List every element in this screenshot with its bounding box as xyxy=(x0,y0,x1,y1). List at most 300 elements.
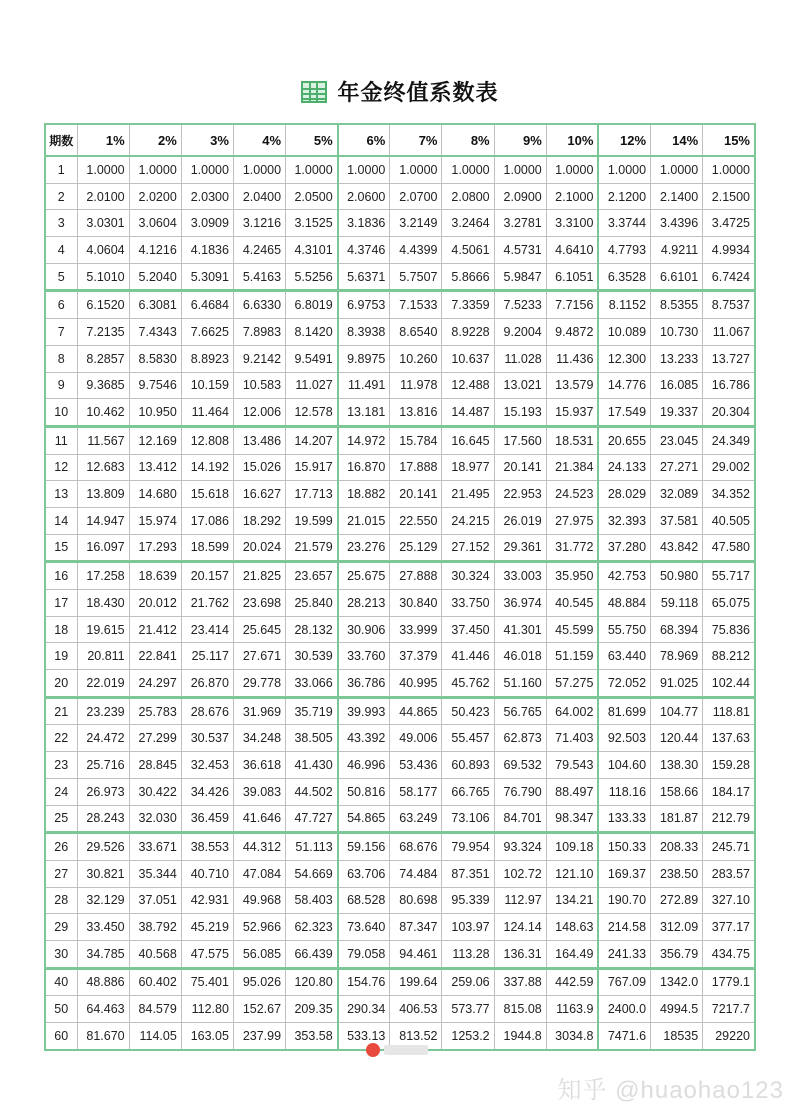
factor-cell: 31.969 xyxy=(233,697,285,725)
factor-cell: 91.025 xyxy=(651,670,703,698)
period-cell: 30 xyxy=(45,940,77,968)
factor-cell: 33.450 xyxy=(77,914,129,941)
factor-cell: 6.6330 xyxy=(233,291,285,319)
factor-cell: 18535 xyxy=(651,1023,703,1050)
factor-cell: 22.019 xyxy=(77,670,129,698)
factor-cell: 2.0500 xyxy=(286,183,338,210)
factor-cell: 9.5491 xyxy=(286,345,338,372)
factor-cell: 20.304 xyxy=(703,399,755,427)
factor-cell: 58.403 xyxy=(286,887,338,914)
factor-cell: 190.70 xyxy=(598,887,650,914)
factor-cell: 2.0100 xyxy=(77,183,129,210)
factor-cell: 337.88 xyxy=(494,968,546,996)
factor-cell: 18.531 xyxy=(546,426,598,454)
factor-cell: 245.71 xyxy=(703,833,755,861)
factor-cell: 75.401 xyxy=(181,968,233,996)
factor-cell: 2400.0 xyxy=(598,996,650,1023)
factor-cell: 17.086 xyxy=(181,507,233,534)
factor-cell: 13.816 xyxy=(390,399,442,427)
factor-cell: 6.8019 xyxy=(286,291,338,319)
factor-cell: 58.177 xyxy=(390,778,442,805)
factor-cell: 11.436 xyxy=(546,345,598,372)
factor-cell: 134.21 xyxy=(546,887,598,914)
factor-cell: 11.027 xyxy=(286,372,338,399)
factor-cell: 272.89 xyxy=(651,887,703,914)
factor-cell: 18.292 xyxy=(233,507,285,534)
column-header-period: 期数 xyxy=(45,124,77,156)
factor-cell: 45.599 xyxy=(546,616,598,643)
factor-cell: 6.3081 xyxy=(129,291,181,319)
factor-cell: 7471.6 xyxy=(598,1023,650,1050)
factor-cell: 56.765 xyxy=(494,697,546,725)
factor-cell: 22.953 xyxy=(494,481,546,508)
factor-cell: 20.655 xyxy=(598,426,650,454)
factor-cell: 41.301 xyxy=(494,616,546,643)
factor-cell: 59.118 xyxy=(651,590,703,617)
period-cell: 9 xyxy=(45,372,77,399)
factor-cell: 148.63 xyxy=(546,914,598,941)
factor-cell: 45.219 xyxy=(181,914,233,941)
factor-cell: 7.4343 xyxy=(129,319,181,346)
factor-cell: 95.339 xyxy=(442,887,494,914)
period-cell: 8 xyxy=(45,345,77,372)
factor-cell: 88.497 xyxy=(546,778,598,805)
factor-cell: 114.05 xyxy=(129,1023,181,1050)
factor-cell: 33.760 xyxy=(338,643,390,670)
factor-cell: 1.0000 xyxy=(651,156,703,183)
factor-cell: 81.699 xyxy=(598,697,650,725)
column-header-rate: 12% xyxy=(598,124,650,156)
factor-cell: 19.599 xyxy=(286,507,338,534)
factor-cell: 16.085 xyxy=(651,372,703,399)
factor-cell: 290.34 xyxy=(338,996,390,1023)
factor-cell: 48.884 xyxy=(598,590,650,617)
factor-cell: 118.16 xyxy=(598,778,650,805)
factor-cell: 28.845 xyxy=(129,752,181,779)
table-row xyxy=(45,263,755,291)
factor-cell: 8.1152 xyxy=(598,291,650,319)
factor-cell: 3.0604 xyxy=(129,210,181,237)
factor-cell: 34.248 xyxy=(233,725,285,752)
factor-cell: 1253.2 xyxy=(442,1023,494,1050)
factor-cell: 13.181 xyxy=(338,399,390,427)
factor-cell: 57.275 xyxy=(546,670,598,698)
factor-cell: 16.627 xyxy=(233,481,285,508)
period-cell: 14 xyxy=(45,507,77,534)
factor-cell: 32.393 xyxy=(598,507,650,534)
factor-cell: 30.539 xyxy=(286,643,338,670)
factor-cell: 181.87 xyxy=(651,805,703,833)
factor-cell: 17.888 xyxy=(390,454,442,481)
factor-cell: 62.323 xyxy=(286,914,338,941)
factor-cell: 17.549 xyxy=(598,399,650,427)
factor-cell: 124.14 xyxy=(494,914,546,941)
factor-cell: 7217.7 xyxy=(703,996,755,1023)
table-row xyxy=(45,291,755,319)
factor-cell: 47.575 xyxy=(181,940,233,968)
table-row xyxy=(45,643,755,670)
factor-cell: 2.0600 xyxy=(338,183,390,210)
table-row xyxy=(45,887,755,914)
factor-cell: 17.560 xyxy=(494,426,546,454)
factor-cell: 21.579 xyxy=(286,534,338,562)
factor-cell: 49.006 xyxy=(390,725,442,752)
factor-cell: 88.212 xyxy=(703,643,755,670)
factor-cell: 14.192 xyxy=(181,454,233,481)
factor-cell: 54.865 xyxy=(338,805,390,833)
table-row xyxy=(45,507,755,534)
table-row xyxy=(45,914,755,941)
period-cell: 11 xyxy=(45,426,77,454)
factor-cell: 20.024 xyxy=(233,534,285,562)
factor-cell: 1.0000 xyxy=(129,156,181,183)
factor-cell: 30.324 xyxy=(442,562,494,590)
factor-cell: 59.156 xyxy=(338,833,390,861)
factor-cell: 8.5355 xyxy=(651,291,703,319)
factor-cell: 27.671 xyxy=(233,643,285,670)
table-row xyxy=(45,237,755,264)
factor-cell: 47.580 xyxy=(703,534,755,562)
period-cell: 60 xyxy=(45,1023,77,1050)
factor-cell: 1944.8 xyxy=(494,1023,546,1050)
factor-cell: 2.1200 xyxy=(598,183,650,210)
factor-cell: 16.097 xyxy=(77,534,129,562)
factor-cell: 6.9753 xyxy=(338,291,390,319)
factor-cell: 11.067 xyxy=(703,319,755,346)
factor-cell: 10.637 xyxy=(442,345,494,372)
factor-cell: 66.765 xyxy=(442,778,494,805)
factor-cell: 47.727 xyxy=(286,805,338,833)
factor-cell: 1.0000 xyxy=(233,156,285,183)
spreadsheet-icon xyxy=(301,81,327,103)
factor-cell: 24.297 xyxy=(129,670,181,698)
factor-cell: 93.324 xyxy=(494,833,546,861)
factor-cell: 14.972 xyxy=(338,426,390,454)
factor-cell: 158.66 xyxy=(651,778,703,805)
factor-cell: 1.0000 xyxy=(181,156,233,183)
factor-cell: 150.33 xyxy=(598,833,650,861)
factor-cell: 7.7156 xyxy=(546,291,598,319)
column-header-rate: 4% xyxy=(233,124,285,156)
factor-cell: 15.618 xyxy=(181,481,233,508)
factor-cell: 9.8975 xyxy=(338,345,390,372)
table-row xyxy=(45,940,755,968)
factor-cell: 53.436 xyxy=(390,752,442,779)
factor-cell: 33.750 xyxy=(442,590,494,617)
factor-cell: 10.159 xyxy=(181,372,233,399)
factor-cell: 51.159 xyxy=(546,643,598,670)
factor-cell: 164.49 xyxy=(546,940,598,968)
factor-cell: 12.578 xyxy=(286,399,338,427)
factor-cell: 14.207 xyxy=(286,426,338,454)
factor-cell: 442.59 xyxy=(546,968,598,996)
period-cell: 2 xyxy=(45,183,77,210)
factor-cell: 28.243 xyxy=(77,805,129,833)
factor-cell: 29.002 xyxy=(703,454,755,481)
factor-cell: 13.579 xyxy=(546,372,598,399)
column-header-rate: 9% xyxy=(494,124,546,156)
factor-cell: 25.675 xyxy=(338,562,390,590)
factor-cell: 42.931 xyxy=(181,887,233,914)
factor-cell: 353.58 xyxy=(286,1023,338,1050)
factor-cell: 12.300 xyxy=(598,345,650,372)
factor-cell: 11.491 xyxy=(338,372,390,399)
factor-cell: 4.5731 xyxy=(494,237,546,264)
factor-cell: 37.379 xyxy=(390,643,442,670)
factor-cell: 14.776 xyxy=(598,372,650,399)
factor-cell: 20.141 xyxy=(494,454,546,481)
factor-cell: 23.698 xyxy=(233,590,285,617)
factor-cell: 37.450 xyxy=(442,616,494,643)
factor-cell: 2.0400 xyxy=(233,183,285,210)
factor-cell: 259.06 xyxy=(442,968,494,996)
factor-cell: 87.347 xyxy=(390,914,442,941)
period-cell: 26 xyxy=(45,833,77,861)
factor-cell: 4.6410 xyxy=(546,237,598,264)
factor-cell: 26.973 xyxy=(77,778,129,805)
factor-cell: 13.021 xyxy=(494,372,546,399)
page-title: 年金终值系数表 xyxy=(337,80,499,105)
factor-cell: 71.403 xyxy=(546,725,598,752)
factor-cell: 573.77 xyxy=(442,996,494,1023)
factor-cell: 27.271 xyxy=(651,454,703,481)
factor-cell: 25.716 xyxy=(77,752,129,779)
factor-cell: 35.344 xyxy=(129,860,181,887)
factor-cell: 1.0000 xyxy=(338,156,390,183)
factor-cell: 356.79 xyxy=(651,940,703,968)
table-row xyxy=(45,616,755,643)
factor-cell: 81.670 xyxy=(77,1023,129,1050)
factor-cell: 17.713 xyxy=(286,481,338,508)
column-header-rate: 7% xyxy=(390,124,442,156)
factor-cell: 36.786 xyxy=(338,670,390,698)
factor-cell: 23.414 xyxy=(181,616,233,643)
table-row xyxy=(45,670,755,698)
factor-cell: 159.28 xyxy=(703,752,755,779)
factor-cell: 40.710 xyxy=(181,860,233,887)
factor-cell: 33.999 xyxy=(390,616,442,643)
factor-cell: 6.1520 xyxy=(77,291,129,319)
factor-cell: 9.3685 xyxy=(77,372,129,399)
column-header-rate: 2% xyxy=(129,124,181,156)
table-row xyxy=(45,778,755,805)
factor-cell: 46.996 xyxy=(338,752,390,779)
factor-cell: 32.453 xyxy=(181,752,233,779)
factor-cell: 24.349 xyxy=(703,426,755,454)
factor-cell: 55.750 xyxy=(598,616,650,643)
factor-cell: 8.8923 xyxy=(181,345,233,372)
factor-cell: 815.08 xyxy=(494,996,546,1023)
period-cell: 22 xyxy=(45,725,77,752)
factor-cell: 44.865 xyxy=(390,697,442,725)
factor-cell: 79.058 xyxy=(338,940,390,968)
period-cell: 3 xyxy=(45,210,77,237)
factor-cell: 1.0000 xyxy=(546,156,598,183)
factor-cell: 13.412 xyxy=(129,454,181,481)
factor-cell: 21.495 xyxy=(442,481,494,508)
factor-cell: 1.0000 xyxy=(703,156,755,183)
factor-cell: 1.0000 xyxy=(286,156,338,183)
blurred-label xyxy=(384,1045,428,1055)
factor-cell: 25.783 xyxy=(129,697,181,725)
column-header-rate: 3% xyxy=(181,124,233,156)
factor-cell: 21.412 xyxy=(129,616,181,643)
period-cell: 21 xyxy=(45,697,77,725)
factor-cell: 34.426 xyxy=(181,778,233,805)
factor-cell: 30.840 xyxy=(390,590,442,617)
factor-cell: 2.0700 xyxy=(390,183,442,210)
factor-cell: 42.753 xyxy=(598,562,650,590)
factor-cell: 43.842 xyxy=(651,534,703,562)
factor-cell: 7.2135 xyxy=(77,319,129,346)
column-header-rate: 1% xyxy=(77,124,129,156)
factor-cell: 327.10 xyxy=(703,887,755,914)
factor-cell: 4.9211 xyxy=(651,237,703,264)
factor-cell: 68.528 xyxy=(338,887,390,914)
factor-cell: 3034.8 xyxy=(546,1023,598,1050)
period-cell: 19 xyxy=(45,643,77,670)
period-cell: 18 xyxy=(45,616,77,643)
factor-cell: 406.53 xyxy=(390,996,442,1023)
factor-cell: 27.299 xyxy=(129,725,181,752)
factor-cell: 44.502 xyxy=(286,778,338,805)
factor-cell: 32.129 xyxy=(77,887,129,914)
factor-cell: 41.646 xyxy=(233,805,285,833)
factor-cell: 121.10 xyxy=(546,860,598,887)
factor-cell: 60.402 xyxy=(129,968,181,996)
factor-cell: 2.0900 xyxy=(494,183,546,210)
factor-cell: 8.3938 xyxy=(338,319,390,346)
factor-cell: 10.730 xyxy=(651,319,703,346)
factor-cell: 51.160 xyxy=(494,670,546,698)
watermark-text: 知乎 @huaohao123 xyxy=(557,1077,784,1104)
factor-cell: 30.537 xyxy=(181,725,233,752)
factor-cell: 209.35 xyxy=(286,996,338,1023)
factor-cell: 63.440 xyxy=(598,643,650,670)
factor-cell: 33.003 xyxy=(494,562,546,590)
factor-cell: 3.4725 xyxy=(703,210,755,237)
factor-cell: 39.993 xyxy=(338,697,390,725)
factor-cell: 38.792 xyxy=(129,914,181,941)
factor-cell: 94.461 xyxy=(390,940,442,968)
factor-cell: 62.873 xyxy=(494,725,546,752)
factor-cell: 3.0909 xyxy=(181,210,233,237)
factor-cell: 84.701 xyxy=(494,805,546,833)
factor-cell: 25.840 xyxy=(286,590,338,617)
table-row xyxy=(45,860,755,887)
table-row xyxy=(45,752,755,779)
factor-cell: 5.4163 xyxy=(233,263,285,291)
factor-cell: 7.8983 xyxy=(233,319,285,346)
period-cell: 4 xyxy=(45,237,77,264)
factor-cell: 41.446 xyxy=(442,643,494,670)
column-header-rate: 6% xyxy=(338,124,390,156)
factor-cell: 13.486 xyxy=(233,426,285,454)
factor-cell: 238.50 xyxy=(651,860,703,887)
factor-cell: 104.77 xyxy=(651,697,703,725)
factor-cell: 21.384 xyxy=(546,454,598,481)
factor-cell: 76.790 xyxy=(494,778,546,805)
factor-cell: 87.351 xyxy=(442,860,494,887)
period-cell: 7 xyxy=(45,319,77,346)
factor-cell: 4.3746 xyxy=(338,237,390,264)
factor-cell: 9.4872 xyxy=(546,319,598,346)
period-cell: 10 xyxy=(45,399,77,427)
factor-cell: 63.249 xyxy=(390,805,442,833)
factor-cell: 18.599 xyxy=(181,534,233,562)
factor-cell: 51.113 xyxy=(286,833,338,861)
factor-cell: 120.44 xyxy=(651,725,703,752)
factor-cell: 16.870 xyxy=(338,454,390,481)
factor-cell: 133.33 xyxy=(598,805,650,833)
factor-cell: 1342.0 xyxy=(651,968,703,996)
factor-cell: 15.784 xyxy=(390,426,442,454)
table-row xyxy=(45,372,755,399)
factor-cell: 45.762 xyxy=(442,670,494,698)
column-header-rate: 15% xyxy=(703,124,755,156)
factor-cell: 33.066 xyxy=(286,670,338,698)
factor-cell: 11.978 xyxy=(390,372,442,399)
factor-cell: 17.293 xyxy=(129,534,181,562)
factor-cell: 55.717 xyxy=(703,562,755,590)
factor-cell: 55.457 xyxy=(442,725,494,752)
table-row xyxy=(45,725,755,752)
factor-cell: 3.1525 xyxy=(286,210,338,237)
factor-cell: 11.464 xyxy=(181,399,233,427)
factor-cell: 9.2004 xyxy=(494,319,546,346)
factor-cell: 8.9228 xyxy=(442,319,494,346)
factor-cell: 23.276 xyxy=(338,534,390,562)
factor-cell: 21.762 xyxy=(181,590,233,617)
factor-cell: 15.026 xyxy=(233,454,285,481)
factor-cell: 15.937 xyxy=(546,399,598,427)
factor-cell: 29.778 xyxy=(233,670,285,698)
factor-cell: 65.075 xyxy=(703,590,755,617)
factor-cell: 10.089 xyxy=(598,319,650,346)
table-row xyxy=(45,319,755,346)
factor-cell: 5.5256 xyxy=(286,263,338,291)
factor-cell: 13.233 xyxy=(651,345,703,372)
table-row xyxy=(45,210,755,237)
table-row xyxy=(45,399,755,427)
factor-cell: 47.084 xyxy=(233,860,285,887)
factor-cell: 95.026 xyxy=(233,968,285,996)
factor-cell: 50.423 xyxy=(442,697,494,725)
factor-cell: 3.1836 xyxy=(338,210,390,237)
factor-cell: 56.085 xyxy=(233,940,285,968)
factor-cell: 199.64 xyxy=(390,968,442,996)
factor-cell: 21.015 xyxy=(338,507,390,534)
factor-cell: 6.7424 xyxy=(703,263,755,291)
factor-cell: 533.13 xyxy=(338,1023,390,1050)
factor-cell: 12.683 xyxy=(77,454,129,481)
factor-cell: 9.7546 xyxy=(129,372,181,399)
period-cell: 28 xyxy=(45,887,77,914)
factor-cell: 13.809 xyxy=(77,481,129,508)
factor-cell: 6.1051 xyxy=(546,263,598,291)
factor-cell: 2.0300 xyxy=(181,183,233,210)
factor-cell: 26.019 xyxy=(494,507,546,534)
factor-cell: 10.462 xyxy=(77,399,129,427)
factor-cell: 23.657 xyxy=(286,562,338,590)
factor-cell: 4.0604 xyxy=(77,237,129,264)
factor-cell: 63.706 xyxy=(338,860,390,887)
factor-cell: 60.893 xyxy=(442,752,494,779)
factor-cell: 312.09 xyxy=(651,914,703,941)
factor-cell: 3.1216 xyxy=(233,210,285,237)
factor-cell: 30.821 xyxy=(77,860,129,887)
factor-cell: 5.1010 xyxy=(77,263,129,291)
